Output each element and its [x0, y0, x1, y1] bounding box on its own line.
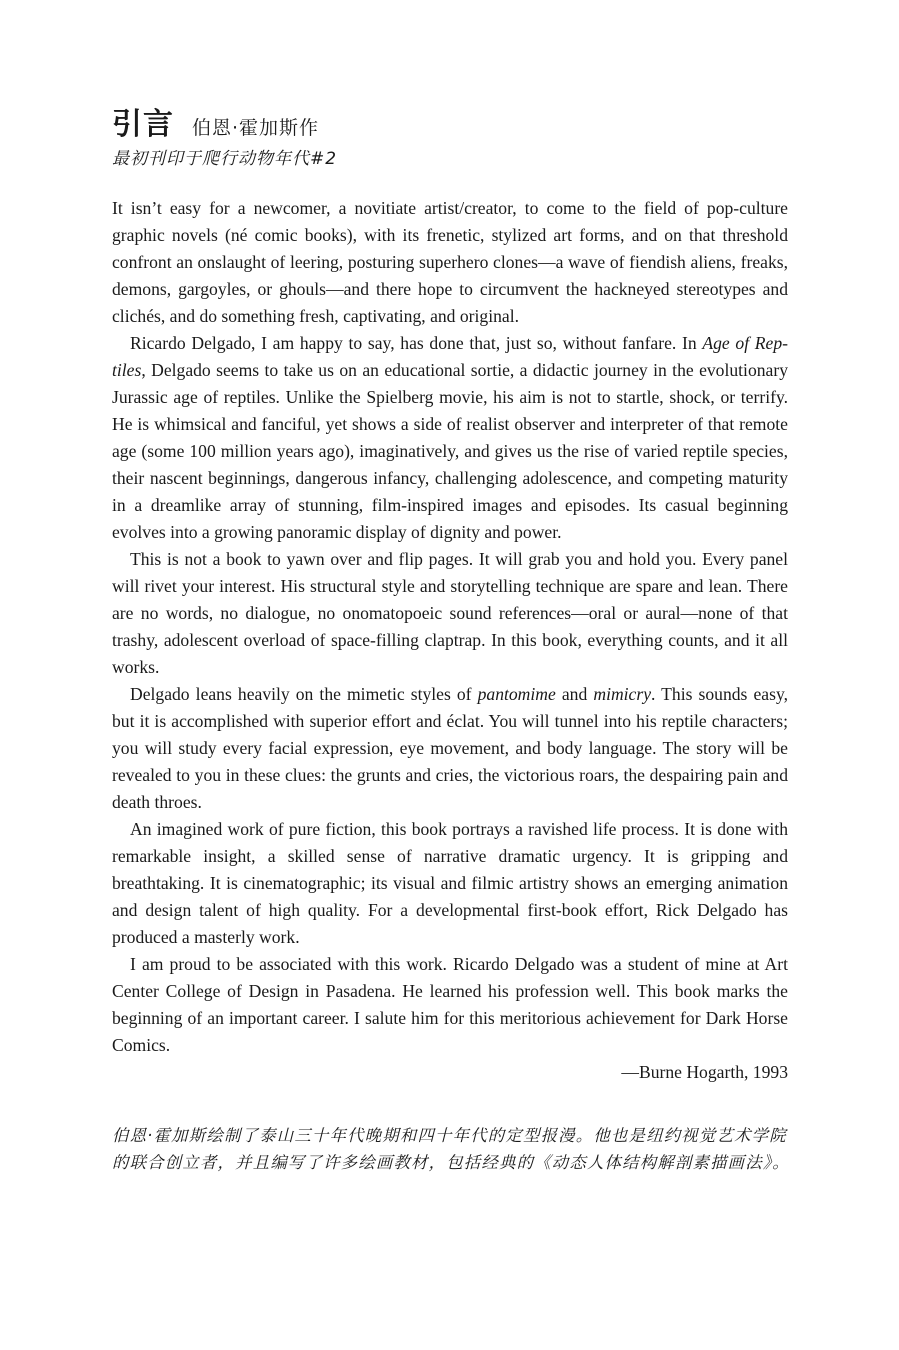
paragraph-4-text-c: . This sounds easy, but it is accomplished with superior effort and éclat. You will tunnel into his reptile characters; you will study every facial expression, eye movement, and body language. The story will be revealed to you in these clues: the grunts and cries, the victorious roars, the despairing pain and death throes. — [112, 684, 788, 812]
publication-note: 最初刊印于爬行动物年代#2 — [112, 149, 338, 169]
essay-body — [112, 195, 788, 1059]
mimicry-emphasis: mimicry — [593, 684, 652, 704]
book-title-emphasis: Age of Reptiles — [112, 333, 788, 380]
page — [112, 105, 788, 1176]
paragraph-1: It isn’t easy for a newcomer, a novitiate artist/creator, to come to the field of pop-culture graphic novels (né comic books), with its frenetic, stylized art forms, and on that threshold confront an onslaught of leering, posturing superhero clones—a wave of fiendish aliens, freaks, demons, gargoyles, or ghouls—and there hope to circumvent the hackneyed stereotypes and clichés, and do something fresh, captivating, and original. — [112, 198, 788, 326]
paragraph-4-text-b: and — [555, 684, 594, 704]
paragraph-3: This is not a book to yawn over and flip pages. It will grab you and hold you. Every panel will rivet your interest. His structural style and storytelling technique are spare and lean. There are no words, no dialogue, no onomatopoeic sound references—oral or aural—none of that trashy, adolescent overload of space-filling claptrap. In this book, everything counts, and it all works. — [112, 549, 788, 677]
paragraph-6: I am proud to be associated with this work. Ricardo Delgado was a student of mine at Art Center College of Design in Pasadena. He learned his profession well. This book marks the beginning of an important career. I salute him for this meritorious achievement for Dark Horse Comics. — [112, 954, 788, 1055]
paragraph-4-text-a: Delgado leans heavily on the mimetic styles of — [130, 684, 478, 704]
author-line: 伯恩·霍加斯作 — [192, 117, 320, 139]
paragraph-2 — [112, 330, 788, 546]
paragraph-5: An imagined work of pure fiction, this book portrays a ravished life process. It is done with remarkable insight, a skilled sense of narrative dramatic urgency. It is gripping and breathtaking. It is cinematographic; its visual and filmic artistry shows an emerging animation and design talent of high quality. For a developmental first-book effort, Rick Delgado has produced a masterly work. — [112, 819, 788, 947]
signature: —Burne Hogarth, 1993 — [621, 1062, 788, 1082]
page-title: 引言 — [112, 107, 174, 142]
paragraph-2-text-a: Ricardo Delgado, I am happy to say, has done that, just so, without fanfare. In — [130, 333, 703, 353]
paragraph-2-text-b: , Delgado seems to take us on an educational sortie, a didactic journey in the evolutionary Jurassic age of reptiles. Unlike the Spielberg movie, his aim is not to startle, shock, or terrify. He is whimsical and fanciful, yet shows a side of realist observer and interpreter of that remote age (some 100 million years ago), imaginatively, and gives us the rise of varied reptile species, their nascent beginnings, dangerous infancy, challenging adolescence, and competing maturity in a dreamlike array of stunning, film-inspired images and episodes. Its casual beginning evolves into a growing panoramic display of dignity and power. — [112, 360, 788, 542]
heading — [112, 105, 788, 145]
paragraph-4 — [112, 681, 788, 816]
author-bio-note: 伯恩·霍加斯绘制了泰山三十年代晚期和四十年代的定型报漫。他也是纽约视觉艺术学院的联合创立者，并且编写了许多绘画教材，包括经典的《动态人体结构解剖素描画法》。 — [112, 1126, 790, 1172]
pantomime-emphasis: pantomime — [477, 684, 556, 704]
